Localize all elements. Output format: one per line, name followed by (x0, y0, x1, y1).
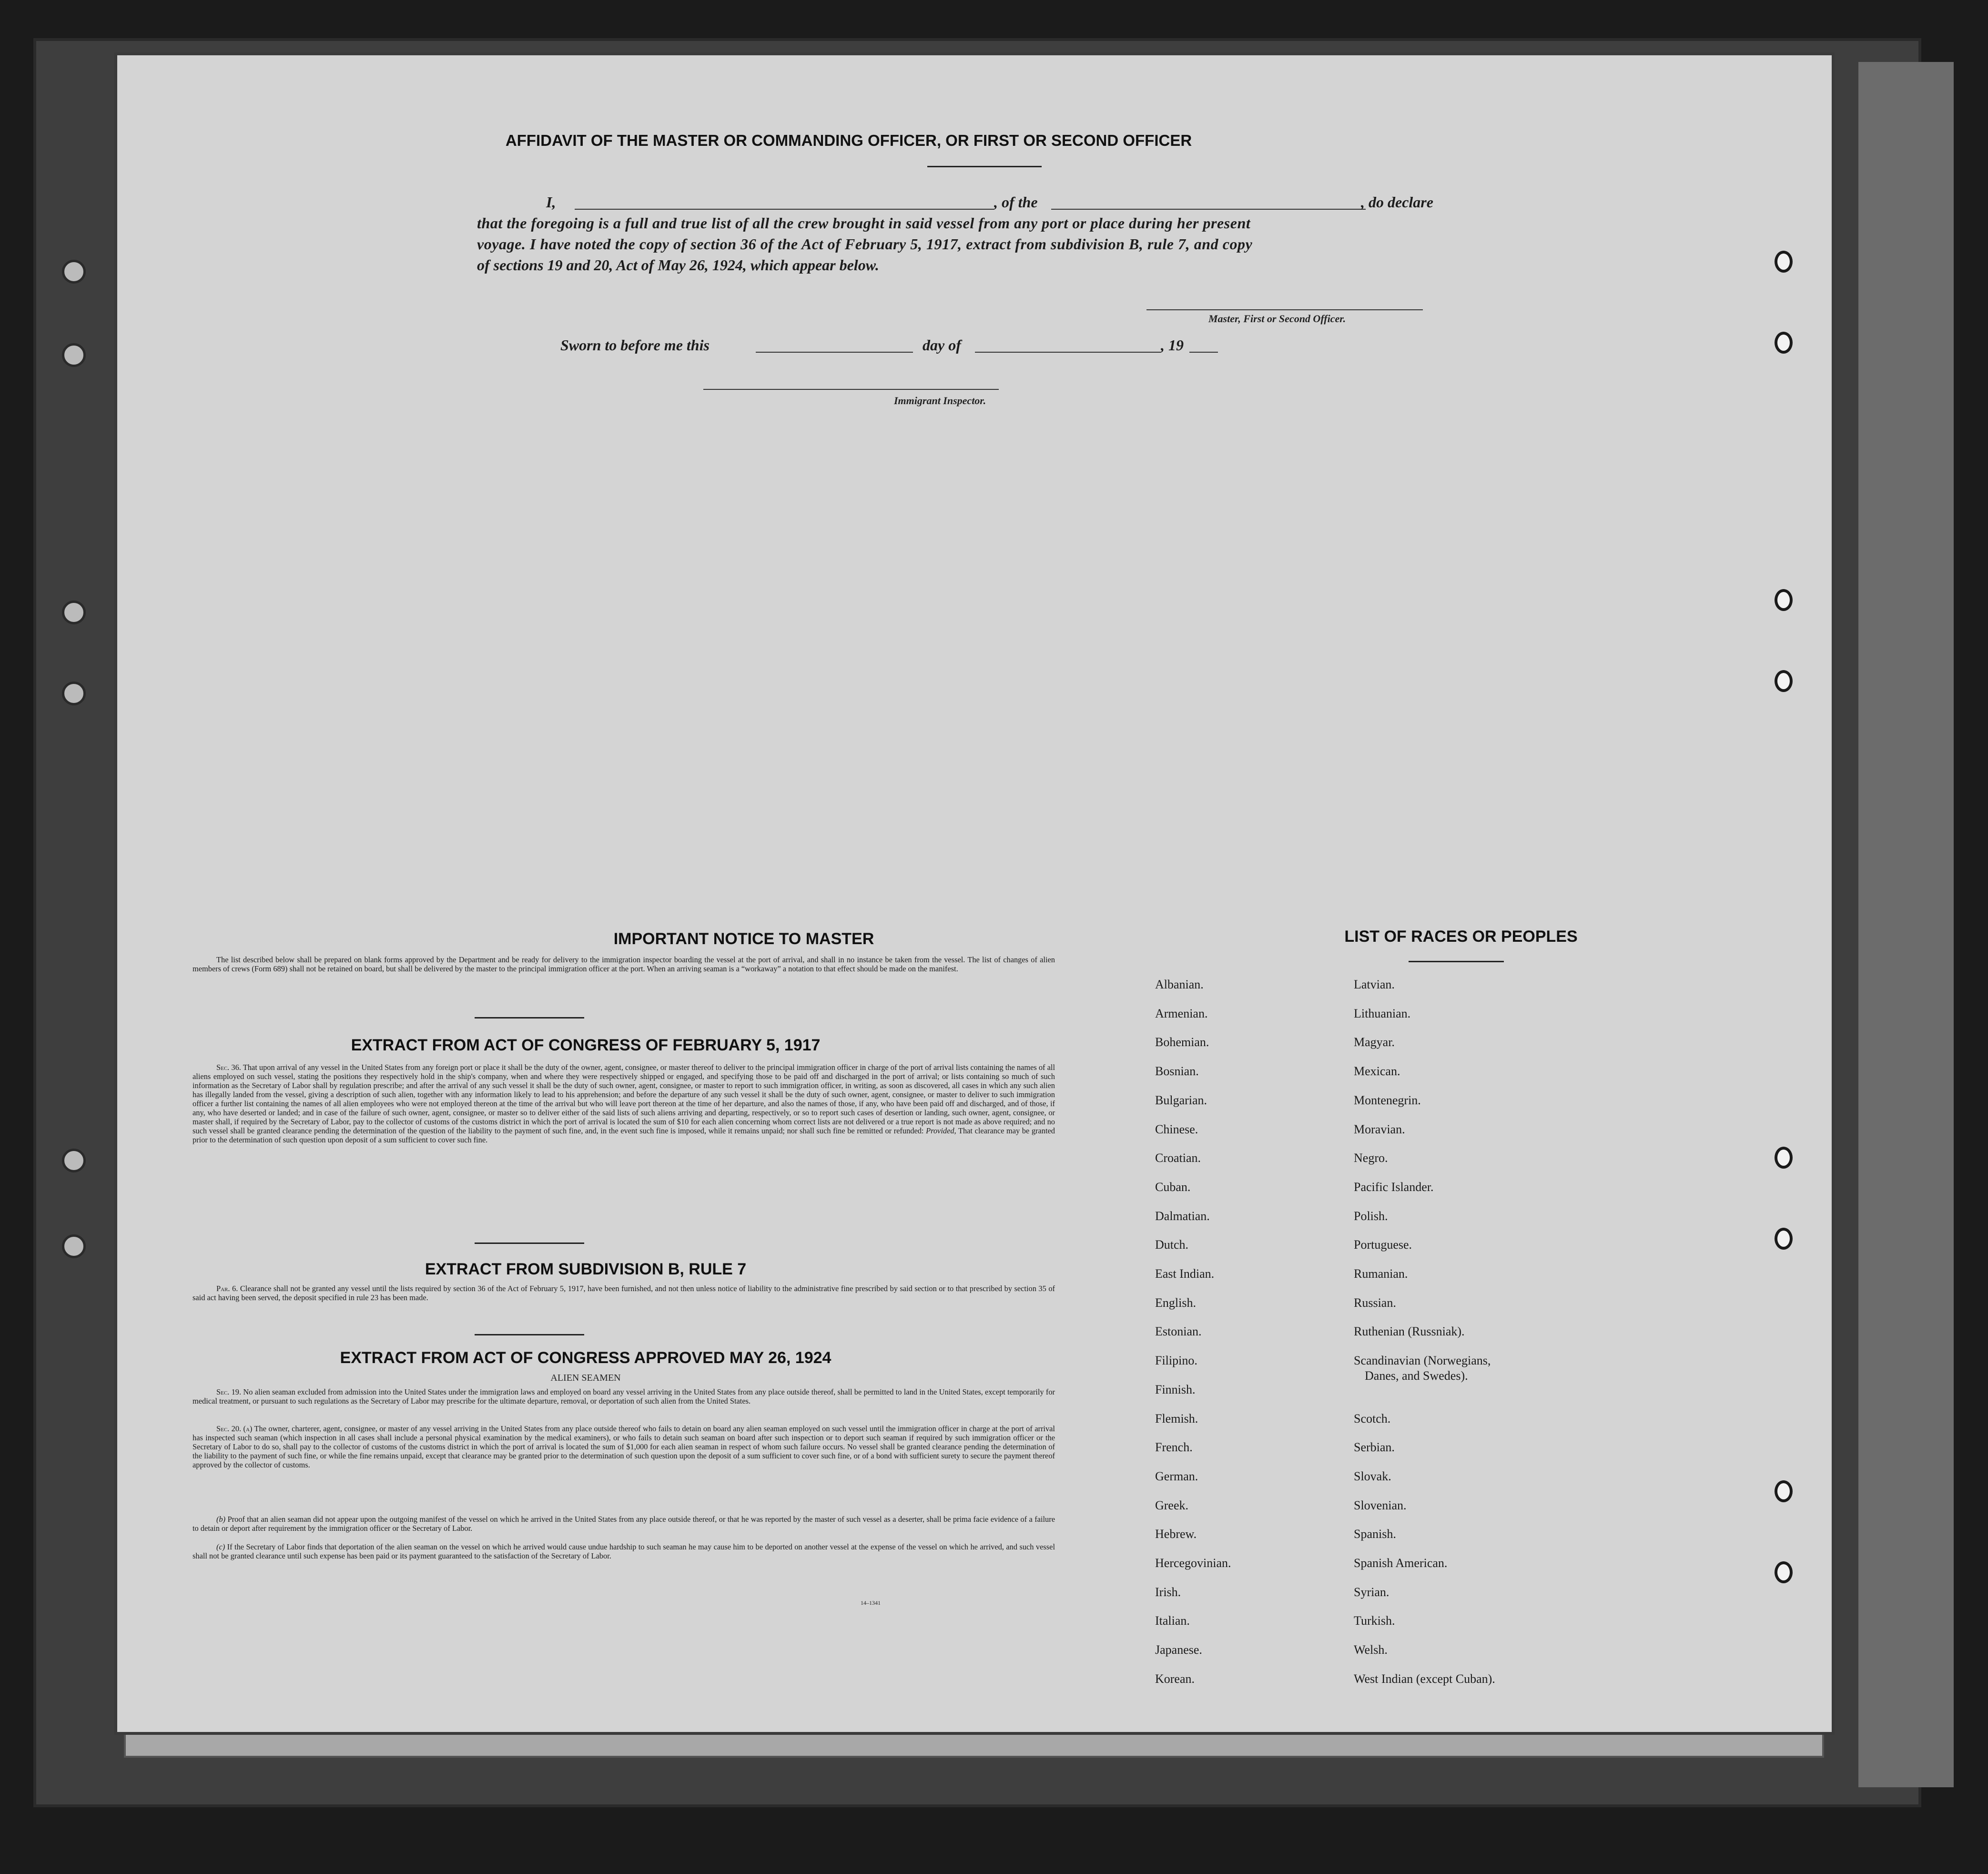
notice-title: IMPORTANT NOTICE TO MASTER (613, 930, 874, 948)
race-item: Hebrew. (1155, 1527, 1197, 1541)
punch-hole (1775, 1480, 1793, 1502)
sec20a-text (193, 1424, 1055, 1469)
sec20c-label: (c) (216, 1542, 225, 1551)
affidavit-line-2: that the foregoing is a full and true list of all the crew brought in said vessel from any port or place during her present (477, 214, 1251, 232)
race-item: Welsh. (1354, 1643, 1388, 1657)
name-blank[interactable] (575, 209, 994, 210)
day-of-label: day of (923, 336, 961, 354)
race-item: Rumanian. (1354, 1267, 1408, 1281)
alien-seamen-subtitle: ALIEN SEAMEN (550, 1373, 621, 1383)
form-number: 14–1341 (861, 1599, 881, 1606)
sec19-label: Sec. 19. (216, 1387, 242, 1396)
race-item: Serbian. (1354, 1440, 1395, 1455)
race-item: Irish. (1155, 1585, 1181, 1599)
race-item: Greek. (1155, 1498, 1189, 1512)
extract-1917-title: EXTRACT FROM ACT OF CONGRESS OF FEBRUARY 5, 1917 (351, 1036, 821, 1054)
sec20b-body: Proof that an alien seaman did not appear upon the outgoing manifest of the vessel on which he arrived in the United States from any place outside thereof, or that he was reported by the master of such vessel as a deserter, shall be prima facie evidence of a failure to detain or deport after requirement by the immigration officer or the Secretary of Labor. (193, 1515, 1055, 1533)
binder-hole-left (62, 260, 86, 284)
par-label: Par. 6. (216, 1284, 238, 1293)
binder-hole-left (62, 601, 86, 624)
race-item: Scandinavian (Norwegians, (1354, 1354, 1491, 1368)
race-item: Slovenian. (1354, 1498, 1407, 1512)
race-item: Russian. (1354, 1295, 1396, 1310)
race-item: Mexican. (1354, 1064, 1400, 1079)
race-item: Estonian. (1155, 1324, 1202, 1339)
race-item: Korean. (1155, 1671, 1195, 1686)
page-stack-edge (1858, 62, 1954, 1787)
section-label: Sec. 36. (216, 1063, 241, 1072)
race-item: Lithuanian. (1354, 1006, 1411, 1020)
race-item: Dutch. (1155, 1238, 1189, 1252)
divider (927, 166, 1042, 167)
year-label: , 19 (1161, 336, 1184, 354)
sec20b-text (193, 1515, 1055, 1533)
race-item: East Indian. (1155, 1267, 1215, 1281)
race-item: Magyar. (1354, 1035, 1395, 1049)
race-item: German. (1155, 1469, 1198, 1483)
race-item: West Indian (except Cuban). (1354, 1671, 1495, 1686)
sworn-day-blank[interactable] (756, 352, 913, 353)
divider (475, 1334, 584, 1335)
binder-hole-left (62, 682, 86, 705)
sec20c-text (193, 1542, 1055, 1560)
crew-list-affidavit-page (114, 52, 1835, 1735)
race-item: Croatian. (1155, 1151, 1201, 1165)
divider (475, 1243, 584, 1244)
race-item: English. (1155, 1295, 1196, 1310)
extract-rule7-title: EXTRACT FROM SUBDIVISION B, RULE 7 (425, 1260, 747, 1278)
races-title: LIST OF RACES OR PEOPLES (1344, 927, 1578, 946)
race-item: Finnish. (1155, 1382, 1196, 1396)
race-item: French. (1155, 1440, 1193, 1455)
divider (1409, 961, 1504, 962)
race-item: Portuguese. (1354, 1238, 1412, 1252)
race-item: Italian. (1155, 1614, 1190, 1628)
race-item: Bulgarian. (1155, 1093, 1207, 1107)
divider (475, 1017, 584, 1018)
par-body: Clearance shall not be granted any vessel until the lists required by section 36 of the Act of February 5, 1917, have been furnished, and not then unless notice of liability to the administrative fine prescribed by said section or to that prescribed by section 35 of said act having been served, the deposit specified in rule 23 has been made. (193, 1284, 1055, 1302)
race-item: Filipino. (1155, 1354, 1197, 1368)
punch-hole (1775, 1147, 1793, 1169)
section-body: That upon arrival of any vessel in the United States from any foreign port or place it shall be the duty of the owner, agent, consignee, or master thereof to deliver to the principal immigration officer in charge of the port of arrival lists containing the names of all aliens employed on such vessel, stating the positions they respectively hold in the ship's company, when and where they were respectively shipped or engaged, and specifying those to be paid off and discharged in the port of arrival; or lists containing so much of such information as the Secretary of Labor shall by regulation prescribe; and after the arrival of any such vessel it shall be the duty of such owner, agent, consignee, or master to report to such immigration officer, in writing, as soon as discovered, all cases in which any such alien has illegally landed from the vessel, giving a description of such alien, together with any information likely to lead to his apprehension; and before the departure of any such vessel it shall be the duty of such owner, agent, consignee, or master to deliver to such immigration officer a further list containing the names of all alien employees who were not employed thereon at the time of the arrival but who will leave port thereon at the time of her departure, and also the names of those, if any, who have been paid off and discharged, and of those, if any, who have deserted or landed; and in case of the failure of such owner, agent, consignee, or master so to deliver either of the said lists of such aliens arriving and departing, respectively, or so to report such cases of desertion or landing, such owner, agent, consignee, or master shall, if required by the Secretary of Labor, pay to the collector of customs of the customs district in which the port of arrival is located the sum of $10 for each alien concerning whom correct lists are not delivered or a true report is not made as above required; and no such vessel shall be granted clearance pending the determination of the question of the liability to the payment of such fine, and, in the event such fine is imposed, while it remains unpaid; nor shall such fine be remitted or refunded: (193, 1063, 1055, 1135)
race-item: Pacific Islander. (1354, 1180, 1434, 1194)
race-item: Armenian. (1155, 1006, 1208, 1020)
binder-hole-left (62, 1149, 86, 1172)
punch-hole (1775, 1561, 1793, 1583)
race-item: Slovak. (1354, 1469, 1391, 1483)
affidavit-declare: , do declare (1361, 194, 1433, 211)
race-item: Spanish American. (1354, 1556, 1448, 1570)
binder-hole-left (62, 343, 86, 367)
race-item: Chinese. (1155, 1122, 1198, 1136)
extract-1917-text (193, 1063, 1055, 1144)
race-item: Cuban. (1155, 1180, 1191, 1194)
race-item: Latvian. (1354, 978, 1395, 991)
sec20b-label: (b) (216, 1515, 226, 1524)
provided-label: Provided, (926, 1126, 956, 1135)
notice-text: The list described below shall be prepared on blank forms approved by the Department and be ready for delivery to the immigration inspector boarding the vessel at the port of arrival, and shall in no instance be taken from the vessel. The list of changes of alien members of crews (Form 689) shall not be retained on board, but shall be delivered by the master to the principal immigration officer at the port. When an arriving seaman is a “workaway” a notation to that effect should be made on the manifest. (193, 955, 1055, 973)
race-item: Bosnian. (1155, 1064, 1199, 1079)
race-item: Japanese. (1155, 1643, 1202, 1657)
punch-hole (1775, 251, 1793, 273)
signature-caption: Master, First or Second Officer. (1208, 313, 1346, 325)
affidavit-line-3: voyage. I have noted the copy of section 36 of the Act of February 5, 1917, extract from subdivision B, rule 7, and copy (477, 235, 1253, 253)
binder-hole-left (62, 1234, 86, 1258)
sworn-label: Sworn to before me this (560, 336, 710, 354)
punch-hole (1775, 589, 1793, 611)
extract-1924-title: EXTRACT FROM ACT OF CONGRESS APPROVED MAY 26, 1924 (340, 1349, 832, 1367)
sec20a-body: The owner, charterer, agent, consignee, or master of any vessel arriving in the United States from any place outside thereof who fails to detain on board any alien seaman employed on such vessel until the immigration officer in charge at the port of arrival has inspected such seaman (which inspection in all cases shall include a personal physical examination by the medical examiners), or who fails to detain such seaman on board after such inspection or to deport such seaman if required by such immigration officer or the Secretary of Labor to do so, shall pay to the collector of customs of the customs district in which the port of arrival is located the sum of $1,000 for each alien seaman in respect of whom such failure occurs. No vessel shall be granted clearance pending the determination of the liability to the payment of such fine, or while the fine remains unpaid, except that clearance may be granted prior to the determination of such question upon the deposit of a sum sufficient to cover such fine, or of a bond with sufficient surety to secure the payment thereof approved by the collector of customs. (193, 1424, 1055, 1469)
month-blank[interactable] (975, 352, 1161, 353)
punch-hole (1775, 1228, 1793, 1250)
inspector-blank[interactable] (703, 389, 999, 390)
inspector-caption: Immigrant Inspector. (894, 395, 986, 407)
section-body-end: That clearance may be granted prior to the determination of such question upon deposit of a sum sufficient to cover such fine. (193, 1126, 1055, 1144)
signature-blank[interactable] (1146, 309, 1423, 310)
race-item: Polish. (1354, 1209, 1388, 1223)
affidavit-of-the: , of the (994, 194, 1038, 211)
race-item: Spanish. (1354, 1527, 1396, 1541)
punch-hole (1775, 670, 1793, 692)
race-item: Albanian. (1155, 978, 1204, 991)
race-item: Ruthenian (Russniak). (1354, 1324, 1465, 1339)
affidavit-title: AFFIDAVIT OF THE MASTER OR COMMANDING OFFICER, OR FIRST OR SECOND OFFICER (505, 132, 1192, 149)
race-item: Hercegovinian. (1155, 1556, 1231, 1570)
race-item: Scotch. (1354, 1411, 1391, 1426)
sec19-body: No alien seaman excluded from admission into the United States under the immigration laws and employed on board any vessel arriving in the United States from any place outside thereof, shall be permitted to land in the United States, except temporarily for medical treatment, or pursuant to such regulations as the Secretary of Labor may prescribe for the ultimate departure, removal, or deportation of such alien from the United States. (193, 1387, 1055, 1406)
vessel-blank[interactable] (1051, 209, 1366, 210)
affidavit-line-4: of sections 19 and 20, Act of May 26, 1924, which appear below. (477, 256, 879, 274)
year-blank[interactable] (1189, 352, 1218, 353)
punch-hole (1775, 332, 1793, 354)
race-item: Syrian. (1354, 1585, 1390, 1599)
race-item: Dalmatian. (1155, 1209, 1210, 1223)
sec20c-body: If the Secretary of Labor finds that deportation of the alien seaman on the vessel on which he arrived would cause undue hardship to such seaman he may cause him to be deported on another vessel at the expense of the vessel on which he arrived, and such vessel shall not be granted clearance until such expense has been paid or its payment guaranteed to the satisfaction of the Secretary of Labor. (193, 1542, 1055, 1560)
affidavit-i: I, (546, 194, 556, 211)
sec20-label: Sec. 20. (a) (216, 1424, 253, 1433)
extract-rule7-text (193, 1284, 1055, 1302)
race-item: Negro. (1354, 1151, 1388, 1165)
race-item: Bohemian. (1155, 1035, 1209, 1049)
race-item: Montenegrin. (1354, 1093, 1421, 1107)
race-item: Danes, and Swedes). (1365, 1369, 1468, 1383)
race-item: Flemish. (1155, 1411, 1198, 1426)
sec19-text (193, 1387, 1055, 1406)
race-item: Moravian. (1354, 1122, 1405, 1136)
race-item: Turkish. (1354, 1614, 1395, 1628)
